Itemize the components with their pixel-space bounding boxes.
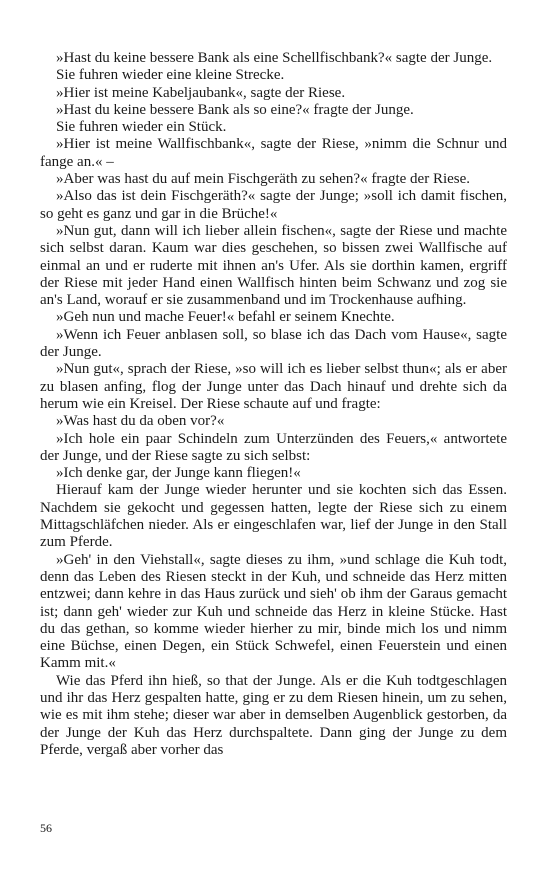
paragraph: »Hast du keine bessere Bank als so eine?« fragte der Junge. bbox=[56, 101, 414, 118]
page-text-block bbox=[40, 50, 507, 759]
paragraph: »Ich denke gar, der Junge kann fliegen!« bbox=[56, 465, 301, 482]
paragraph: »Wenn ich Feuer anblasen soll, so blase ich das Dach vom Hause«, sagte der Junge. bbox=[40, 326, 507, 361]
paragraph: »Hier ist meine Kabeljaubank«, sagte der Riese. bbox=[56, 84, 346, 101]
paragraph: »Aber was hast du auf mein Fischgeräth zu sehen?« fragte der Riese. bbox=[56, 171, 471, 188]
paragraph: »Also das ist dein Fischgeräth?« sagte der Junge; »soll ich damit fischen, so geht es ganz und gar in die Brüche!« bbox=[40, 188, 507, 222]
paragraph: Sie fuhren wieder ein Stück. bbox=[56, 119, 227, 136]
paragraph: »Ich hole ein paar Schindeln zum Unterzünden des Feuers,« antwortete der Junge, und der Riese sagte zu sich selbst: bbox=[40, 430, 507, 464]
paragraph: Wie das Pferd ihn hieß, so that der Junge. Als er die Kuh todtgeschlagen und ihr das Herz gespalten hatte, ging er zu dem Riesen hinein, um zu sehen, wie es mit ihm stehe; dieser war aber in demselben Augenblick gestorben, da der Junge der Kuh das Herz durchspaltete. Dann ging der Junge zu dem Pferde, vergaß aber vorher das bbox=[40, 672, 507, 758]
paragraph: »Nun gut«, sprach der Riese, »so will ich es lieber selbst thun«; als er aber zu blasen anfing, flog der Junge unter das Dach hinauf und drehte sich da herum wie ein Kreisel. Der Riese schaute auf und fragte: bbox=[40, 361, 507, 412]
paragraph: »Geh' in den Viehstall«, sagte dieses zu ihm, »und schlage die Kuh todt, denn das Leben des Riesen steckt in der Kuh, und schneide das Herz mitten entzwei; dann kehre in das Haus zurück und sieh' ob ihm der Garaus gemacht ist; dann geh' wieder zur Kuh und schneide das Herz in kleine Stücke. Hast du das gethan, so komme wieder hierher zu mir, binde mich los und nimm eine Büchse, einen Degen, ein Stück Schwefel, einen Feuerstein und einen Kamm mit.« bbox=[40, 551, 507, 672]
paragraph: »Geh nun und mache Feuer!« befahl er seinem Knechte. bbox=[56, 309, 395, 326]
paragraph: »Hast du keine bessere Bank als eine Schellfischbank?« sagte der Junge. bbox=[56, 50, 493, 66]
paragraph: Hierauf kam der Junge wieder herunter und sie kochten sich das Essen. Nachdem sie gekocht und gegessen hatten, legte der Riese sich zu einem Mittagschläfchen nieder. Als er eingeschlafen war, lief der Junge in den Stall zum Pferde. bbox=[40, 482, 507, 551]
paragraph: Sie fuhren wieder eine kleine Strecke. bbox=[56, 67, 285, 84]
paragraph: »Was hast du da oben vor?« bbox=[56, 413, 225, 430]
page-number: 56 bbox=[40, 821, 52, 835]
paragraph: »Hier ist meine Wallfischbank«, sagte der Riese, »nimm die Schnur und fange an.« – bbox=[40, 136, 507, 170]
paragraph: »Nun gut, dann will ich lieber allein fischen«, sagte der Riese und machte sich selbst daran. Kaum war dies geschehen, so bissen zwei Wallfische auf einmal an und er ruderte mit ihnen an's Ufer. Als sie dorthin kamen, ergriff der Riese mit jeder Hand einen Wallfisch hinten beim Schwanz und zog sie an's Land, worauf er sie zusammenband und im Trockenhause aufhing. bbox=[40, 222, 507, 309]
